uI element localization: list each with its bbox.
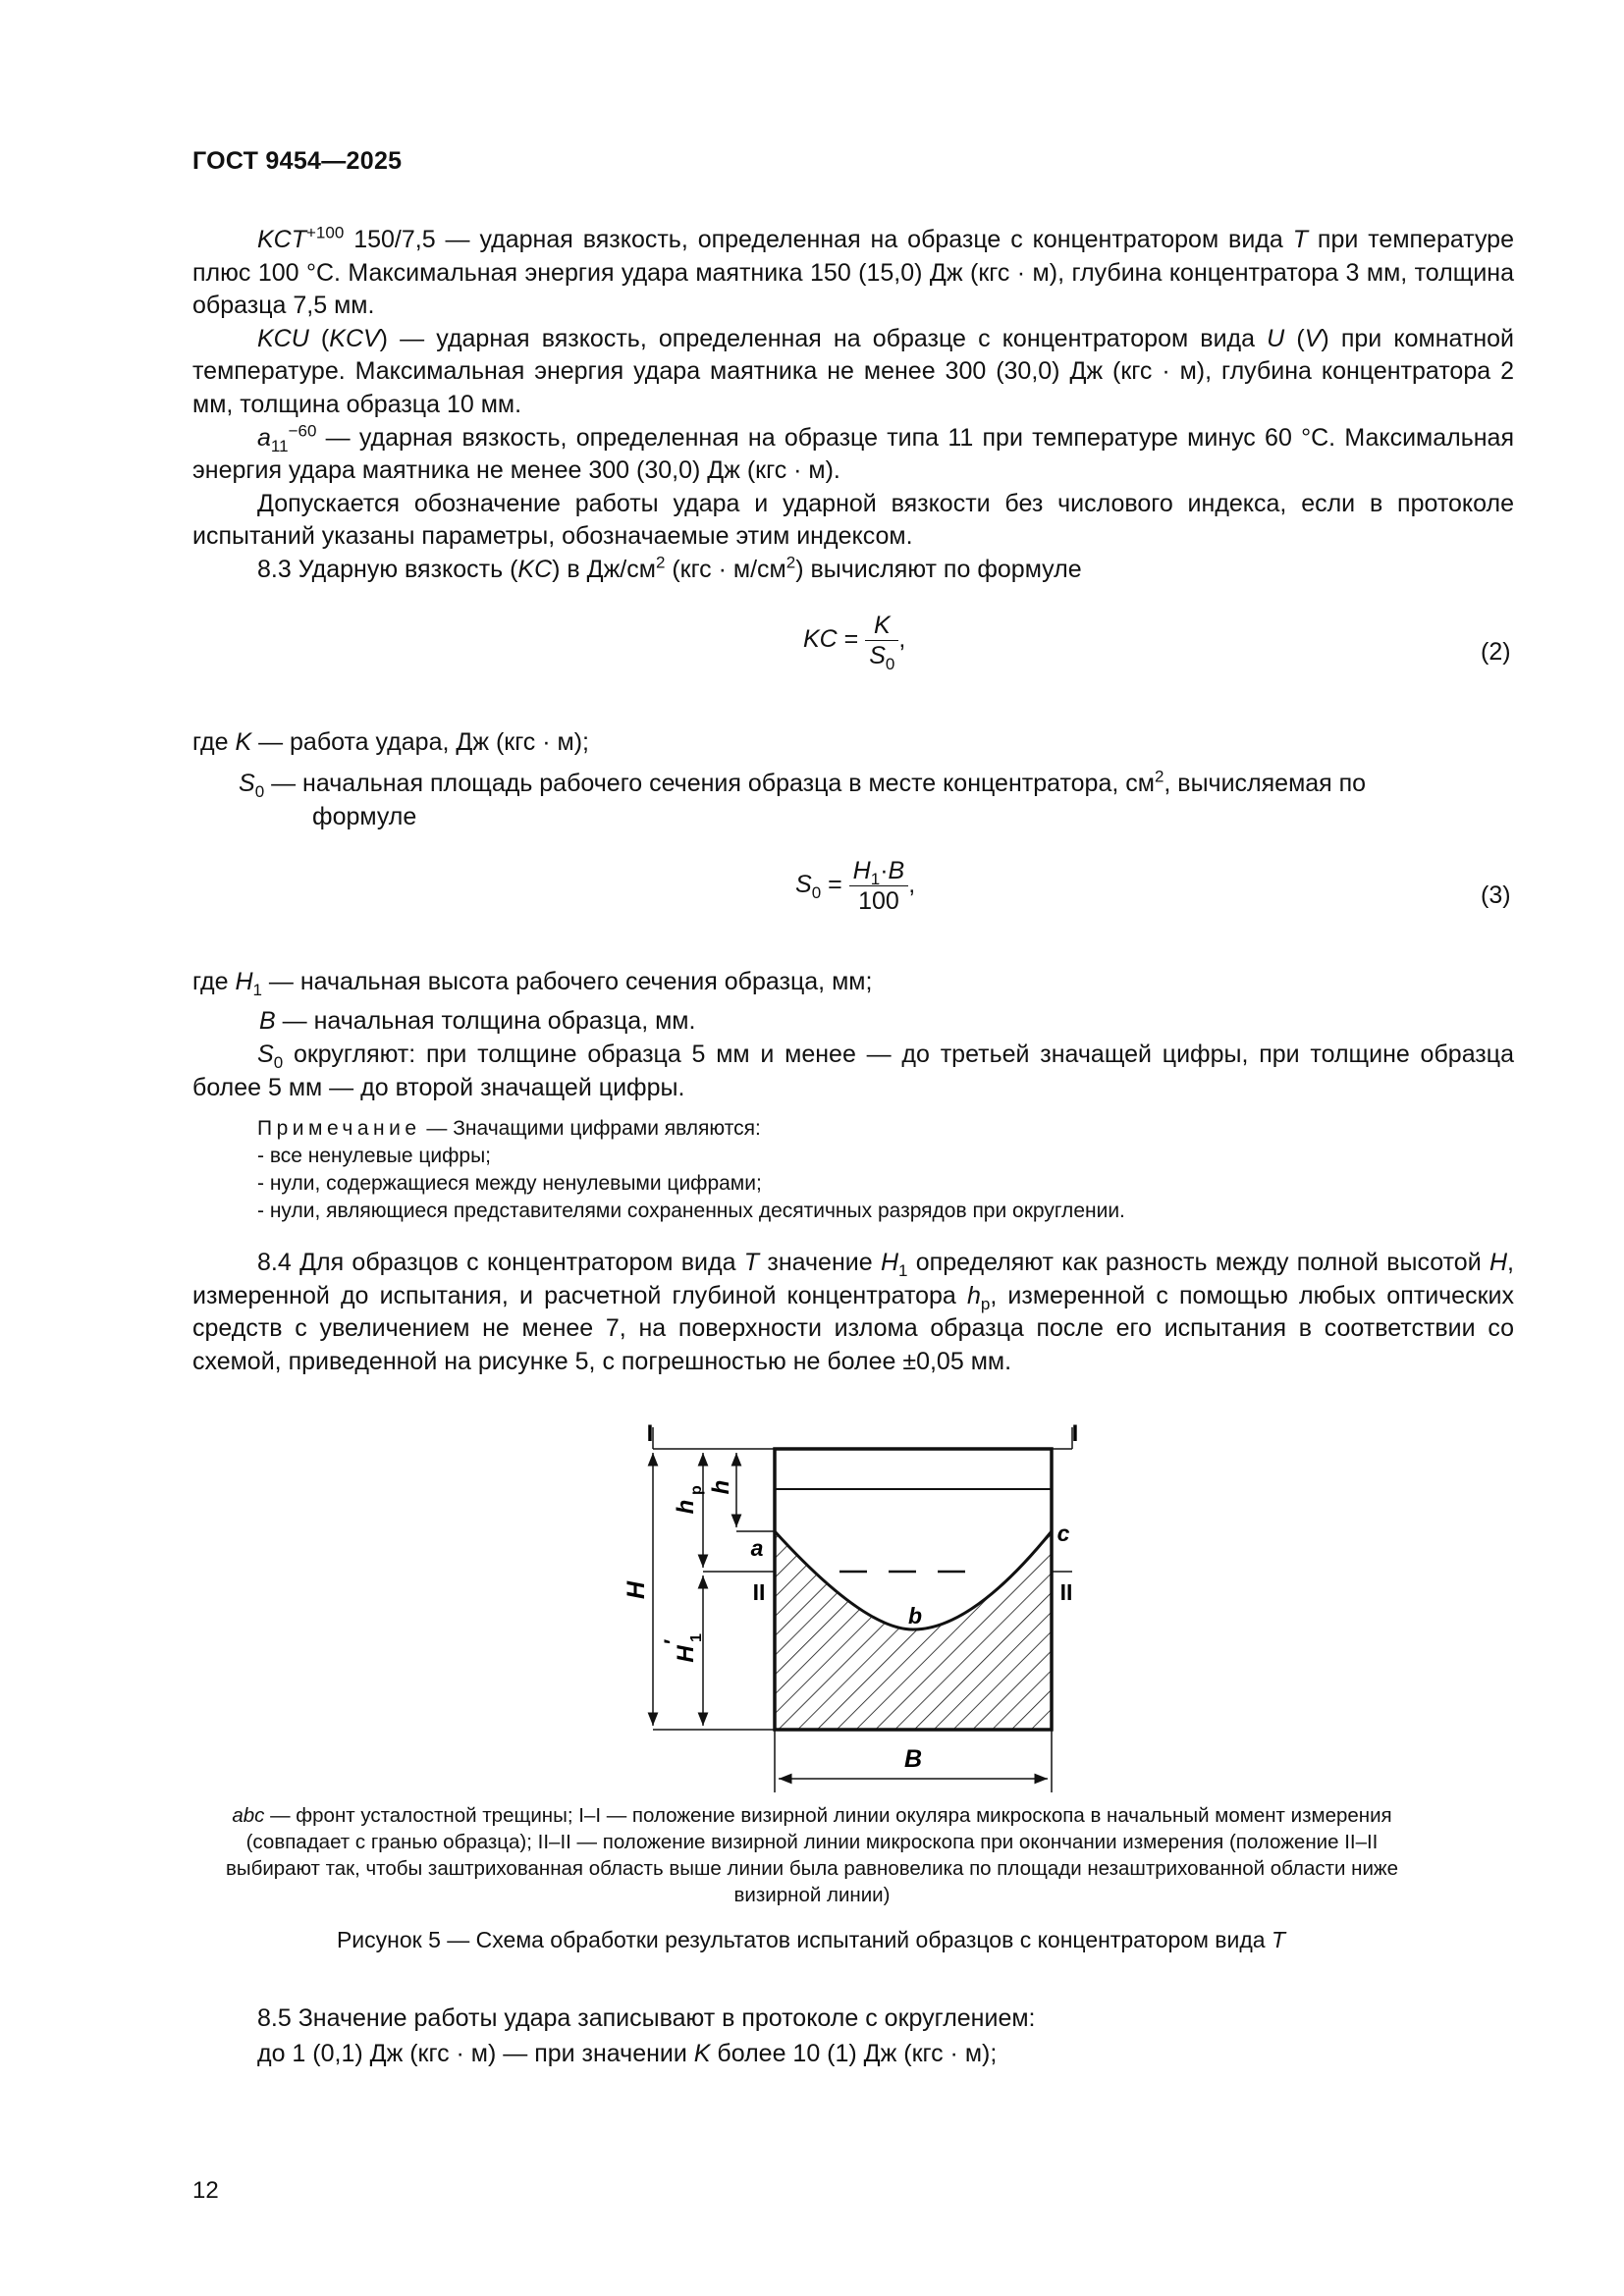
note-block: Примечание — Значащими цифрами являются: - все ненулевые цифры; - нули, содержащиеся между ненулевыми цифрами; - нули, являющиеся представителями сохраненных десятичных разрядов при округлении. (257, 1115, 1125, 1225)
svg-text:р: р (688, 1485, 705, 1495)
figure-caption: Рисунок 5 — Схема обработки результатов испытаний образцов с концентратором вида T (336, 1927, 1286, 1952)
paragraph-8-3: 8.3 Ударную вязкость (KC) в $Дж/см^2$ $(кгс \cdot м/см^2)$ вычисляют по формуле (257, 553, 1082, 583)
label-b: b (907, 1603, 923, 1629)
note-label: Примечание (257, 1117, 421, 1140)
where-s0: $S_0$ — начальная площадь рабочего сечения образца в месте концентратора, $см^2$, вычисляемая по (239, 767, 1367, 801)
formula-3: $S_0$ = $\frac{H_1\cdot B}{100}$ , (795, 857, 916, 915)
where-k: где K — работа удара, Дж (кгс · м); (192, 728, 589, 756)
label-II-right: II (1059, 1579, 1073, 1605)
label-B: B (903, 1745, 923, 1773)
label-h: h (708, 1479, 734, 1495)
figure-note: abc — фронт усталостной трещины; I–I — положение визирной линии окуляра микроскопа в начальный момент измерения (совпадает с гранью образца); II–II — положение визирной линии микроскопа при окончании измерения (положение II–II выбирают так, чтобы заштрихованная область выше линии была равновелика по площади незаштрихованной области ниже визирной линии) (225, 1804, 1399, 1906)
page-number: 12 (192, 2177, 219, 2204)
note-item: - все ненулевые цифры; (257, 1145, 492, 1167)
paragraph-8-5: 8.5 Значение работы удара записывают в протоколе с округлением: (257, 2004, 1036, 2032)
label-c: c (1056, 1521, 1070, 1546)
paragraph-allow: Допускается обозначение работы удара и ударной вязкости без числового индекса, если в протоколе испытаний указаны параметры, обозначаемые этим индексом. (192, 489, 1514, 551)
svg-text:1: 1 (688, 1633, 705, 1642)
label-II-left: II (752, 1579, 766, 1605)
label-I-left: I (646, 1420, 654, 1447)
equation-number-2: (2) (1481, 638, 1511, 666)
equation-number-3: (3) (1481, 881, 1511, 909)
document-header: ГОСТ 9454—2025 (192, 147, 403, 175)
label-H: H (623, 1580, 650, 1600)
where-s0-cont: формуле (312, 803, 417, 830)
label-H1 (660, 1633, 705, 1663)
formula-2: KC = $\frac{K}{S_0}$ , (803, 612, 906, 673)
label-hp (673, 1485, 705, 1514)
paragraph-round: $S_0$ округляют: при толщине образца 5 мм и менее — до третьей значащей цифры, при толщине образца более 5 мм — до второй значащей цифры. (192, 1041, 1514, 1101)
svg-text:′: ′ (660, 1638, 684, 1644)
paragraph-8-5-line2: до 1 (0,1) Дж (кгс · м) — при значении K более 10 (1) Дж (кгс · м); (257, 2040, 998, 2067)
where-h1: где $H_1$ — начальная высота рабочего сечения образца, мм; (192, 968, 873, 999)
label-a: a (750, 1535, 764, 1561)
superscript: +100 (306, 223, 345, 242)
symbol-kct: KCT (257, 226, 306, 253)
figure-5-diagram (589, 1404, 1100, 1796)
paragraph-a11: $a_{11}^{-60}$ — ударная вязкость, определенная на образце типа 11 при температуре минус 60 °С. Максимальная энергия удара маятника не менее 300 (30,0) Дж (кгс · м). (192, 421, 1514, 485)
where-b: B — начальная толщина образца, мм. (259, 1007, 696, 1035)
paragraph-kcu: KCU (KCV) — ударная вязкость, определенная на образце с концентратором вида U (V) при комнатной температуре. Максимальная энергия удара маятника не менее 300 (30,0) Дж (кгс · м), глубина концентратора 2 мм, толщина образца 10 мм. (192, 324, 1514, 418)
svg-text:H: H (673, 1645, 699, 1663)
note-item: - нули, являющиеся представителями сохраненных десятичных разрядов при округлении. (257, 1200, 1125, 1222)
svg-text:h: h (673, 1499, 699, 1515)
label-I-right: I (1071, 1420, 1079, 1447)
paragraph-8-4: 8.4 Для образцов с концентратором вида T значение $H_1$ определяют как разность между полной высотой H, измеренной до испытания, и расчетной глубиной концентратора $h_р$, измеренной с помощью любых оптических средств с увеличением не менее 7, на поверхности излома образца после его испытания в соответствии со схемой, приведенной на рисунке 5, с погрешностью не более ±0,05 мм. (192, 1249, 1514, 1375)
paragraph-kct: $KCT^{+100}$ 150/7,5 — ударная вязкость, определенная на образце с концентратором вида T при температуре плюс 100 °С. Максимальная энергия удара маятника 150 (15,0) Дж (кгс · м), глубина концентратора 3 мм, толщина образца 7,5 мм. KCU (KCV) — ударная вязкость, определенная на образце с концентратором вида U (V) при комнатной температуре. Максимальная энергия удара маятника не менее 300 (30,0) Дж (кгс · м), глубина концентратора 2 мм, толщина образца 10 мм. $a_{11}^{-60}$ — ударная вязкость, определенная на образце типа 11 при температуре минус 60 °С. Максимальная энергия удара маятника не менее 300 (30,0) Дж (кгс · м). Допускается обозначение работы удара и ударной вязкости без числового индекса, если в протоколе испытаний указаны параметры, обозначаемые этим индексом. 8.3 Ударную вязкость (KC) в $Дж/см^2$ $(кгс \cdot м/см^2)$ вычисляют по формуле (192, 224, 1514, 587)
note-item: - нули, содержащиеся между ненулевыми цифрами; (257, 1172, 762, 1195)
